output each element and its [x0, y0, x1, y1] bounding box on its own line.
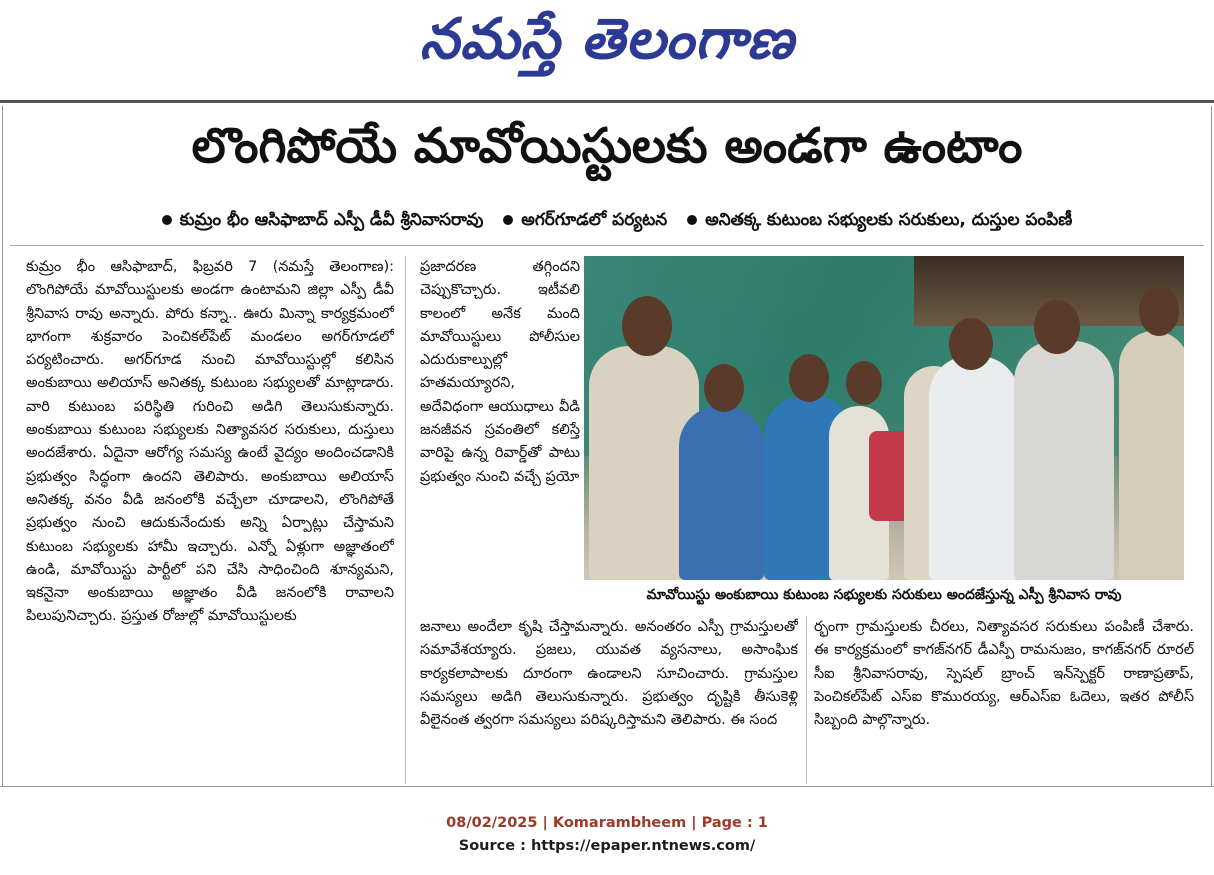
bullet-icon — [162, 215, 172, 225]
photo-person-officer-4 — [1119, 331, 1184, 580]
article-column-3: ర్భంగా గ్రామస్తులకు చీరలు, నిత్యావసర సరుకులు పంపిణీ చేశారు. ఈ కార్యక్రమంలో కాగజ్‌నగర్ డీఎస్పీ రామనుజం, కాగజ్‌నగర్ రూరల్ సీఐ శ్రీనివాసరావు, స్పెషల్ బ్రాంచ్ ఇన్‌స్పెక్టర్ రాణాప్రతాప్, పెంచికల్‌పేట్ ఎస్ఐ కొమురయ్య, ఆర్ఎస్ఐ ఓదెలు, ఇతర పోలీస్ సిబ్బంది పాల్గొన్నారు. — [814, 619, 1194, 729]
photo-person-head — [949, 318, 993, 370]
subhead-1: కుమ్రం భీం ఆసిఫాబాద్ ఎస్పీ డీవీ శ్రీనివాసరావు — [179, 210, 484, 230]
photo-person-head — [1034, 300, 1080, 354]
left-border — [2, 106, 3, 786]
masthead-logo: నమస్తే తెలంగాణ — [419, 7, 795, 72]
subheadline-row — [20, 205, 1200, 235]
edition-info: 08/02/2025 | Komarambheem | Page : 1 — [446, 815, 768, 831]
bullet-icon — [687, 215, 697, 225]
article-headline: లొంగిపోయే మావోయిస్టులకు అండగా ఉంటాం — [191, 118, 1023, 174]
subhead-divider — [10, 245, 1204, 246]
photo-person-head — [846, 361, 882, 405]
photo-person-head — [622, 296, 672, 356]
source-line: Source : https://epaper.ntnews.com/ — [458, 838, 756, 854]
article-column-2: ప్రజాదరణ తగ్గిందని చెప్పుకొచ్చారు. ఇటీవలి కాలంలో అనేక మంది మావోయిస్టులు పోలీసుల ఎదురుకాల్పుల్లో హతమయ్యారని, అదేవిధంగా ఆయుధాలు వీడి జనజీవన స్రవంతిలో కలిస్తే వారిపై ఉన్న రివార్డ్‌తో పాటు ప్రభుత్వం నుంచి వచ్చే ప్రయో — [420, 259, 580, 485]
photo-person-head — [789, 354, 829, 402]
photo-person-head — [1139, 286, 1179, 336]
subhead-3: అనితక్క కుటుంబ సభ్యులకు సరుకులు, దుస్తుల పంపిణీ — [705, 210, 1073, 230]
subhead-2: అగర్‌గూడలో పర్యటన — [521, 210, 668, 230]
photo-person-woman-1 — [679, 406, 764, 580]
photo-person-sp — [929, 356, 1019, 580]
footer-divider — [0, 786, 1214, 787]
column-divider — [405, 256, 406, 784]
photo-caption: మావోయిస్టు అంకుబాయి కుటుంబ సభ్యులకు సరుకులు అందజేస్తున్న ఎస్పీ శ్రీనివాస రావు — [646, 587, 1122, 603]
photo-person-officer-3 — [1014, 341, 1114, 580]
photo-person-head — [704, 364, 744, 412]
column-divider — [806, 616, 807, 784]
masthead-divider — [0, 100, 1214, 103]
article-column-2-continued: జనాలు అందేలా కృషి చేస్తామన్నారు. అనంతరం ఎస్పీ గ్రామస్తులతో సమావేశయ్యారు. ప్రజలు, యువత వ్యసనాలు, అసాంఘిక కార్యకలాపాలకు దూరంగా ఉండాలని సూచించారు. గ్రామస్తుల సమస్యలు అడిగి తెలుసుకున్నారు. ప్రభుత్వం దృష్టికి తీసుకెళ్లి వీలైనంత త్వరగా సమస్యలు పరిష్కరిస్తామని తెలిపారు. ఈ సంద — [420, 619, 798, 729]
article-photo — [584, 256, 1184, 580]
right-border — [1211, 106, 1212, 786]
bullet-icon — [503, 215, 513, 225]
article-column-1: కుమ్రం భీం ఆసిఫాబాద్, ఫిబ్రవరి 7 (నమస్తే తెలంగాణ): లొంగిపోయే మావోయిస్టులకు అండగా ఉంటామని జిల్లా ఎస్పీ డీవీ శ్రీనివాస రావు అన్నారు. పోరు కన్నా.. ఊరు మిన్నా కార్యక్రమంలో భాగంగా శుక్రవారం పెంచికల్‌పేట్ మండలం అగర్‌గూడలో పర్యటించారు. అగర్‌గూడ నుంచి మావోయిస్టుల్లో కలిసిన అంకుబాయి అలియాస్ అనితక్క కుటుంబ సభ్యులతో మాట్లాడారు. వారి కుటుంబ పరిస్థితి గురించి అడిగి తెలుసుకున్నారు. అంకుబాయి కుటుంబ సభ్యులకు నిత్యావసర సరుకులు, దుస్తులు అందజేశారు. ఏదైనా ఆరోగ్య సమస్య ఉంటే వైద్యం అందించడానికి ప్రభుత్వం సిద్ధంగా ఉందని తెలిపారు. అంకుబాయి అలియాస్ అనితక్క వనం వీడి జనంలోకి వచ్చేలా చూడాలని, లొంగిపోతే ప్రభుత్వం నుంచి ఆదుకునేందుకు అన్ని ఏర్పాట్లు చేస్తామని కుటుంబ సభ్యులకు హామీ ఇచ్చారు. ఎన్నో ఏళ్లుగా అజ్ఞాతంలో ఉండి, మావోయిస్టు పార్టీలో పని చేసి సాధించింది శూన్యమని, ఇకనైనా అంకుబాయి అజ్ఞాతం వీడి జనంలోకి రావాలని పిలుపునిచ్చారు. ప్రస్తుత రోజుల్లో మావోయిస్టులకు — [26, 259, 394, 625]
